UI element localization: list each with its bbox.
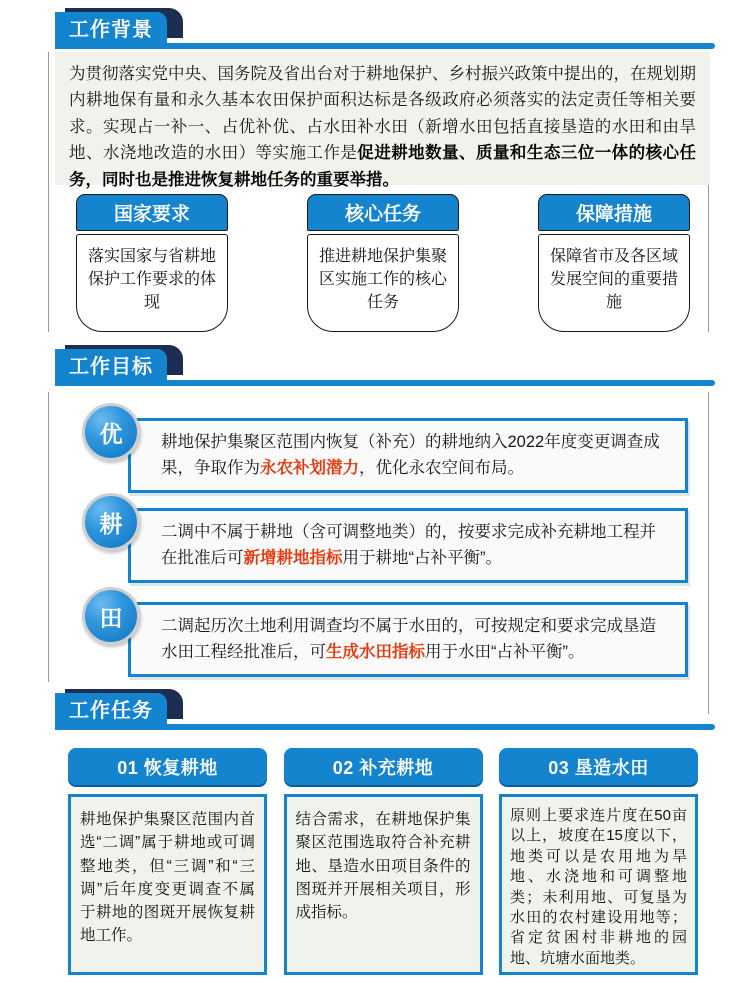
goal-text-highlight: 生成水田指标 xyxy=(326,642,425,661)
section-header-tasks xyxy=(55,692,715,730)
section-header-background xyxy=(55,11,715,49)
background-paragraph-bold: 促进耕地数量、质量和生态三位一体的核心任务，同时也是推进恢复耕地任务的重要举措。 xyxy=(69,144,697,189)
task-card-title: 03 垦造水田 xyxy=(499,748,698,785)
goal-text-after: ，优化永农空间布局。 xyxy=(359,458,524,477)
section-title-goals: 工作目标 xyxy=(55,349,167,380)
goal-item-tian xyxy=(82,587,692,667)
card-core-task xyxy=(307,194,459,332)
section-header-goals xyxy=(55,348,715,386)
goal-item-geng xyxy=(82,493,692,573)
task-card-body: 耕地保护集聚区范围内首选“二调”属于耕地或可调整地类，但“三调”和“三调”后年度变更调查不属于耕地的图斑开展恢复耕地工作。 xyxy=(68,794,267,975)
goal-badge-you: 优 xyxy=(82,403,140,461)
task-card-restore-farmland xyxy=(68,748,267,975)
background-paragraph-normal: 为贯彻落实党中央、国务院及省出台对于耕地保护、乡村振兴政策中提出的，在规划期内耕地保有量和永久基本农田保护面积达标是各级政府必须落实的法定责任等相关要求。实现占一补一、占优补优、占水田补水田（新增水田包括直接垦造的水田和由旱地、水浇地改造的水田）等实施工作是 xyxy=(69,65,696,163)
card-body: 推进耕地保护集聚区实施工作的核心任务 xyxy=(307,234,459,332)
card-body: 保障省市及各区域发展空间的重要措施 xyxy=(538,234,690,332)
goal-text-box xyxy=(128,602,688,677)
card-title: 保障措施 xyxy=(538,194,690,231)
goal-text-before: 二调中不属于耕地（含可调整地类）的，按要求完成补充耕地工程并在批准后可 xyxy=(161,523,656,567)
task-card-body: 原则上要求连片度在50亩以上，坡度在15度以下，地类可以是农用地为旱地、水浇地和可调整地类；未利用地、可复垦为水田的农村建设用地等；省定贫困村非耕地的园地、坑塘水面地类。 xyxy=(499,794,698,975)
goal-item-you xyxy=(82,403,692,483)
goal-text-highlight: 永农补划潜力 xyxy=(260,458,359,477)
task-card-reclaim-paddy xyxy=(499,748,698,975)
card-title: 核心任务 xyxy=(307,194,459,231)
goal-text-box xyxy=(128,508,688,583)
goal-badge-tian: 田 xyxy=(82,587,140,645)
goal-text-before: 耕地保护集聚区范围内恢复（补充）的耕地纳入2022年度变更调查成果，争取作为 xyxy=(161,433,660,477)
goal-text-before: 二调起历次土地利用调查均不属于水田的，可按规定和要求完成垦造水田工程经批准后，可 xyxy=(161,617,656,661)
header-underline-bar xyxy=(55,380,715,386)
task-card-supplement-farmland xyxy=(284,748,483,975)
task-card-title: 01 恢复耕地 xyxy=(68,748,267,785)
card-body: 落实国家与省耕地保护工作要求的体现 xyxy=(76,234,228,332)
task-card-body: 结合需求，在耕地保护集聚区范围选取符合补充耕地、垦造水田项目条件的图斑并开展相关项目，形成指标。 xyxy=(284,794,483,975)
section-title-background: 工作背景 xyxy=(55,12,167,43)
goal-text-after: 用于水田“占补平衡”。 xyxy=(425,642,585,661)
left-guide-line-goals xyxy=(48,392,49,682)
card-national-requirement xyxy=(76,194,228,332)
section-title-tasks: 工作任务 xyxy=(55,693,167,724)
left-guide-line-background xyxy=(48,52,49,332)
goal-text-highlight: 新增耕地指标 xyxy=(243,548,343,567)
task-cards-row xyxy=(68,748,698,975)
header-underline-bar xyxy=(55,43,715,49)
right-guide-line-goals xyxy=(708,392,709,714)
task-card-title: 02 补充耕地 xyxy=(284,748,483,785)
background-paragraph xyxy=(55,52,710,189)
goal-badge-geng: 耕 xyxy=(82,493,140,551)
goal-text-after: 用于耕地“占补平衡”。 xyxy=(342,548,502,567)
card-safeguard-measure xyxy=(538,194,690,332)
card-title: 国家要求 xyxy=(76,194,228,231)
background-cards-row xyxy=(76,194,690,332)
header-underline-bar xyxy=(55,724,715,730)
goal-text-box xyxy=(128,418,688,493)
